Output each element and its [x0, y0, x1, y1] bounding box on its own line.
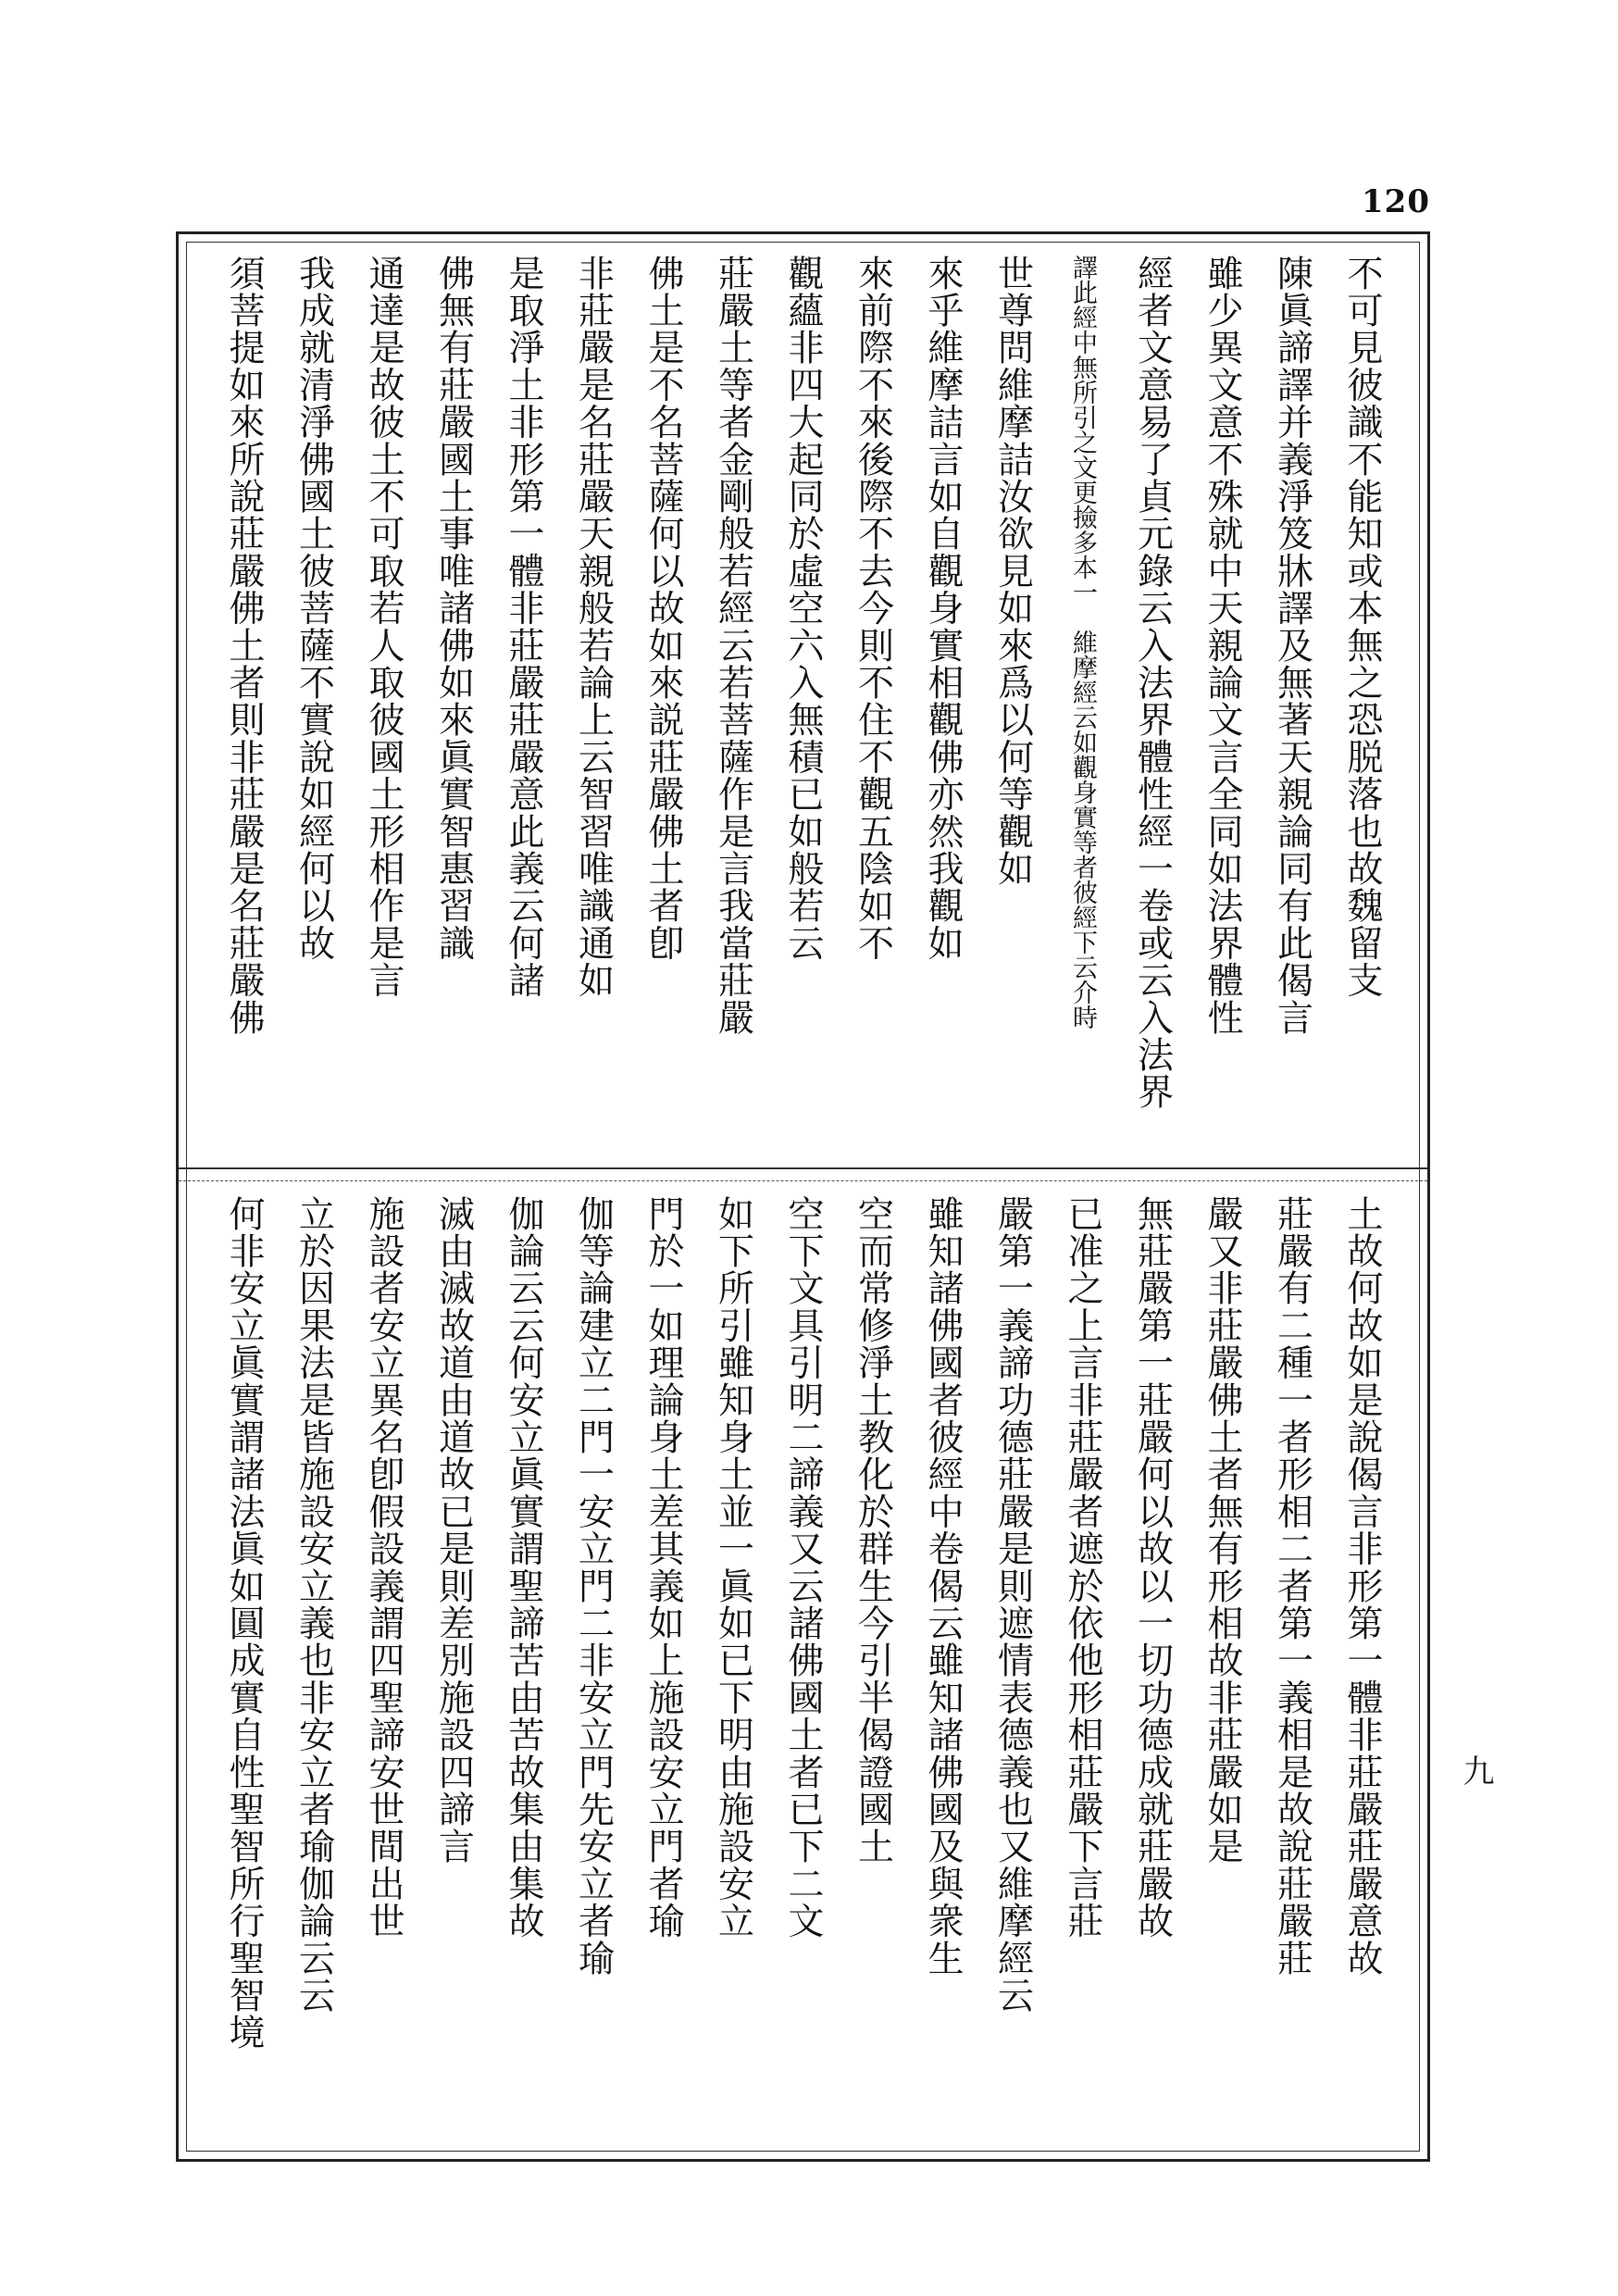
upper-column: 莊嚴土等者金剛般若經云若菩薩作是言我當莊嚴 [712, 255, 754, 1037]
lower-column: 伽等論建立二門一安立門二非安立門先安立者瑜 [572, 1195, 615, 1978]
upper-column: 雖少異文意不殊就中天親論文言全同如法界體性 [1201, 255, 1243, 1037]
lower-column: 土故何故如是說偈言非形第一體非莊嚴莊嚴意故 [1341, 1195, 1383, 1978]
lower-column: 嚴第一義諦功德莊嚴是則遮情表德義也又維摩經云 [991, 1195, 1034, 2015]
lower-column: 如下所引雖知身土並一眞如已下明由施設安立 [712, 1195, 754, 1940]
lower-column: 雖知諸佛國者彼經中卷偈云雖知諸佛國及與衆生 [922, 1195, 964, 1978]
upper-column: 佛土是不名菩薩何以故如來説莊嚴佛土者卽 [642, 255, 684, 962]
upper-column: 世尊問維摩詰汝欲見如來爲以何等觀如 [991, 255, 1034, 888]
upper-register [216, 255, 1390, 1153]
upper-column: 觀蘊非四大起同於虛空六入無積已如般若云 [782, 255, 824, 962]
upper-column: 我成就清淨佛國土彼菩薩不實說如經何以故 [292, 255, 335, 962]
margin-leaf-mark: 九 [1457, 1754, 1494, 1786]
lower-column: 伽論云云何安立眞實謂聖諦苦由苦故集由集故 [503, 1195, 544, 1940]
upper-column: 通達是故彼土不可取若人取彼國土形相作是言 [363, 255, 404, 999]
lower-column: 施設者安立異名卽假設義謂四聖諦安世間出世 [363, 1195, 404, 1940]
upper-column: 不可見彼識不能知或本無之恐脱落也故魏留支 [1341, 255, 1383, 999]
page-number: 120 [1362, 183, 1430, 220]
upper-column: 非莊嚴是名莊嚴天親般若論上云智習唯識通如 [572, 255, 615, 999]
upper-column: 陳眞諦譯并義淨笈牀譯及無著天親論同有此偈言 [1271, 255, 1313, 1037]
lower-column: 何非安立眞實謂諸法眞如圓成實自性聖智所行聖智境 [223, 1195, 265, 2052]
text-frame [176, 231, 1430, 2162]
lower-column: 嚴又非莊嚴佛土者無有形相故非莊嚴如是 [1201, 1195, 1243, 1866]
lower-column: 莊嚴有二種一者形相二者第一義相是故說莊嚴莊 [1271, 1195, 1313, 1978]
lower-column: 滅由滅故道由道故已是則差別施設四諦言 [432, 1195, 475, 1866]
upper-column: 是取淨土非形第一體非莊嚴莊嚴意此義云何諸 [503, 255, 544, 999]
upper-column: 來乎維摩詰言如自觀身實相觀佛亦然我觀如 [922, 255, 964, 962]
upper-column: 經者文意易了貞元錄云入法界體性經一卷或云入法界 [1131, 255, 1174, 1111]
register-divider [179, 1167, 1427, 1181]
lower-column: 空下文具引明二諦義又云諸佛國土者已下二文 [782, 1195, 824, 1940]
lower-column: 門於一如理論身土差其義如上施設安立門者瑜 [642, 1195, 684, 1940]
lower-column: 無莊嚴第一莊嚴何以故以一切功德成就莊嚴故 [1131, 1195, 1174, 1940]
upper-column: 來前際不來後際不去今則不住不觀五陰如不 [852, 255, 894, 962]
upper-column: 須菩提如來所說莊嚴佛土者則非莊嚴是名莊嚴佛 [223, 255, 265, 1037]
lower-column: 立於因果法是皆施設安立義也非安立者瑜伽論云云 [292, 1195, 335, 2015]
lower-register [216, 1195, 1390, 2135]
upper-column: 佛無有莊嚴國土事唯諸佛如來眞實智惠習識 [432, 255, 475, 962]
upper-column: 譯此經中無所引之文更撿多本一 維摩經云如觀身實等者彼經下云介時 [1068, 255, 1097, 1029]
lower-column: 空而常修淨土教化於群生今引半偈證國土 [852, 1195, 894, 1866]
lower-column: 已准之上言非莊嚴者遮於依他形相莊嚴下言莊 [1062, 1195, 1103, 1940]
